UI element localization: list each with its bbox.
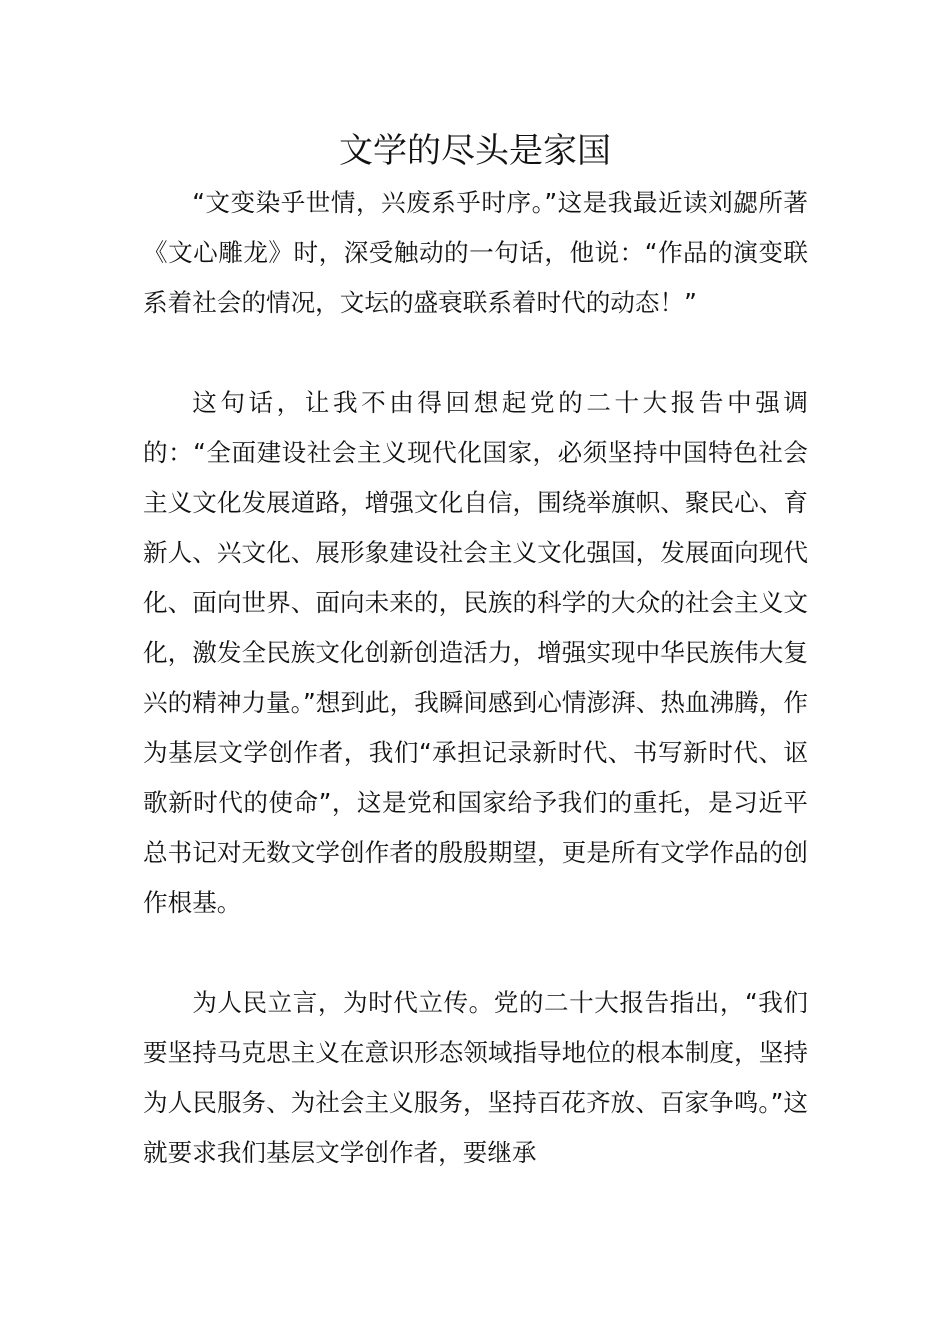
- paragraph-1: “文变染乎世情，兴废系乎时序。”这是我最近读刘勰所著《文心雕龙》时，深受触动的一句话，他说：“作品的演变联系着社会的情况，文坛的盛衰联系着时代的动态！”: [143, 188, 808, 317]
- document-title: 文学的尽头是家国: [339, 131, 611, 171]
- paragraph-spacer: [143, 928, 808, 978]
- paragraph-2: 这句话，让我不由得回想起党的二十大报告中强调的：“全面建设社会主义现代化国家，必须坚持中国特色社会主义文化发展道路，增强文化自信，围绕举旗帜、聚民心、育新人、兴文化、展形象建设社会主义文化强国，发展面向现代化、面向世界、面向未来的，民族的科学的大众的社会主义文化，激发全民族文化创新创造活力，增强实现中华民族伟大复兴的精神力量。”想到此，我瞬间感到心情澎湃、热血沸腾，作为基层文学创作者，我们“承担记录新时代、书写新时代、讴歌新时代的使命”，这是党和国家给予我们的重托，是习近平总书记对无数文学创作者的殷殷期望，更是所有文学作品的创作根基。: [143, 388, 808, 917]
- paragraph-3: 为人民立言，为时代立传。党的二十大报告指出，“我们要坚持马克思主义在意识形态领域指导地位的根本制度，坚持为人民服务、为社会主义服务，坚持百花齐放、百家争鸣。”这就要求我们基层文学创作者，要继承: [143, 988, 808, 1167]
- paragraph-spacer: [143, 328, 808, 378]
- document-body: [143, 178, 808, 1178]
